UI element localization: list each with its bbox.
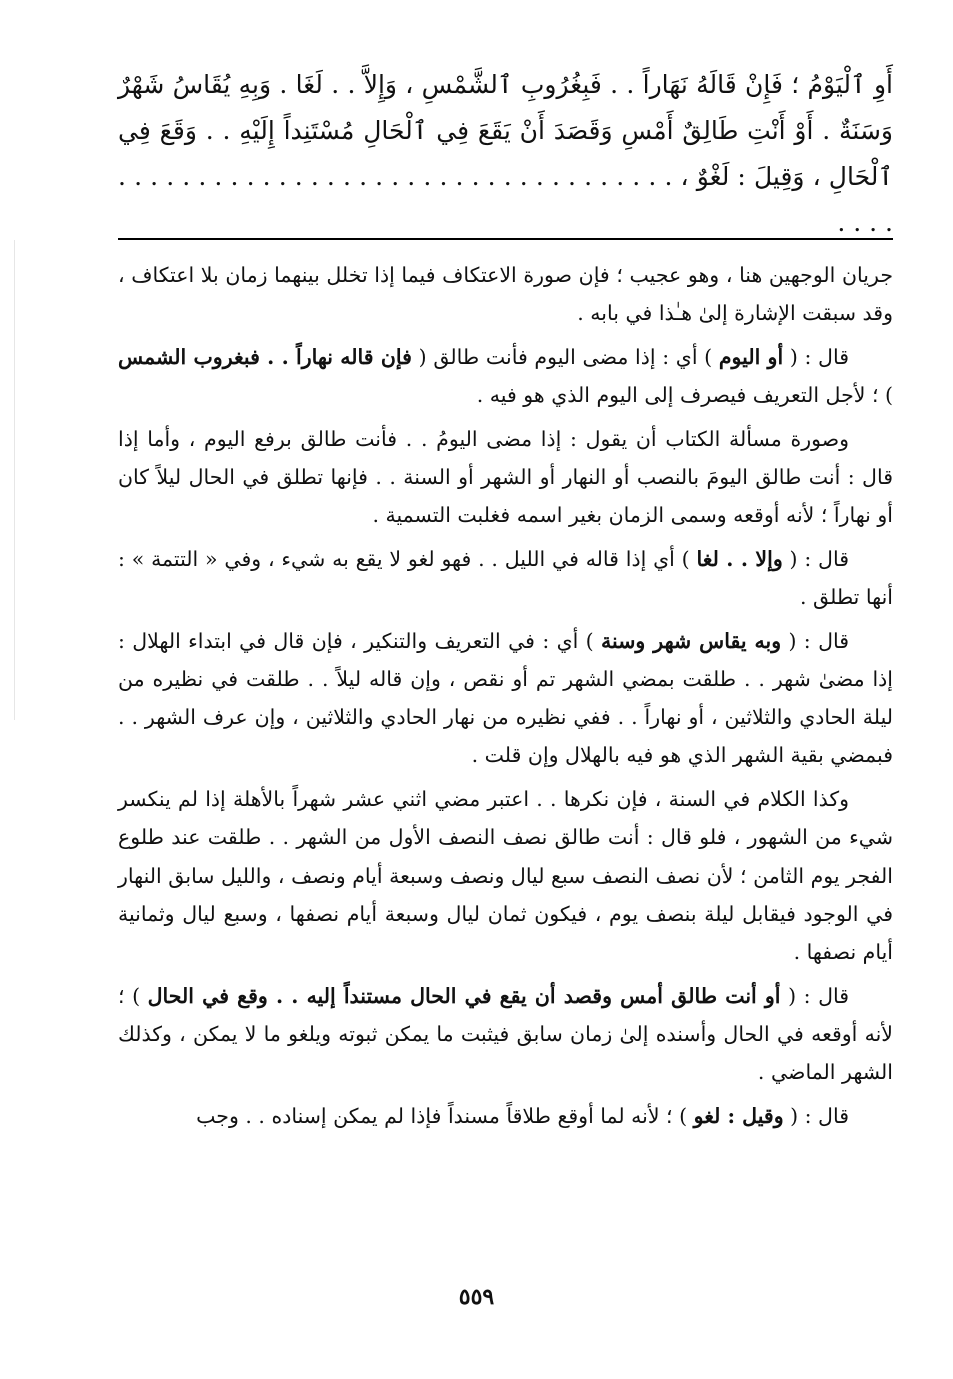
para-4-rest: ) أي إذا قاله في الليل . . فهو لغو لا يقع به شيء ، وفي « التتمة » : أنها تطلق . bbox=[118, 546, 893, 610]
separator-rule bbox=[118, 238, 893, 240]
para-8-quote: وقيل : لغو bbox=[693, 1103, 784, 1128]
paragraph-7 bbox=[118, 977, 893, 1092]
para-8-rest: ) ؛ لأنه لما أوقع طلاقاً مسنداً فإذا لم يمكن إسناده . . وجب bbox=[196, 1103, 694, 1128]
page-spine-shadow bbox=[14, 240, 15, 720]
commentary-block bbox=[118, 256, 893, 1140]
para-2-mid: ) أي : إذا مضى اليوم فأنت طالق ( bbox=[411, 344, 719, 369]
paragraph-5 bbox=[118, 622, 893, 775]
paragraph-6: وكذا الكلام في السنة ، فإن نكرها . . اعتبر مضي اثني عشر شهراً بالأهلة إذا لم ينكسر شيء من الشهور ، فلو قال : أنت طالق نصف النصف الأول من الشهر . . طلقت عند طلوع الفجر يوم الثامن ؛ لأن نصف النصف سبع ليال ونصف وسبعة أيام ونصف ، والليل سابق النهار في الوجود فيقابل ليلة بنصف يوم ، فيكون ثمان ليال وسبعة أيام نصفها ، وسبع ليال وثمانية أيام نصفها . bbox=[118, 787, 893, 964]
para-5-rest: ) أي : في التعريف والتنكير ، فإن قال في ابتداء الهلال : إذا مضىٰ شهر . . طلقت بمضي الشهر تم أو نقص ، وإن قاله ليلاً . . طلقت في نظيره من ليلة الحادي والثلاثين ، أو نهاراً . . ففي نظيره من نهار الحادي والثلاثين ، وإن عرف الشهر . . فبمضي بقية الشهر الذي هو فيه بالهلال وإن قلت . bbox=[118, 628, 893, 768]
para-4-quote: وإلا . . لغا bbox=[696, 546, 783, 571]
paragraph-2 bbox=[118, 338, 893, 414]
para-2-rest: ) ؛ لأجل التعريف فيصرف إلى اليوم الذي هو فيه . bbox=[476, 383, 893, 408]
para-2-intro: قال : ( bbox=[783, 344, 849, 369]
paragraph-8 bbox=[118, 1097, 893, 1135]
para-8-intro: قال : ( bbox=[783, 1103, 849, 1128]
para-7-quote: أو أنت طالق أمس وقصد أن يقع في الحال مستنداً إليه . . وقع في الحال bbox=[147, 983, 781, 1008]
matn-block bbox=[118, 62, 893, 246]
para-2-quote-2: فإن قاله نهاراً . . فبغروب الشمس bbox=[118, 344, 412, 369]
para-4-intro: قال : ( bbox=[782, 546, 849, 571]
paragraph-1: جريان الوجهين هنا ، وهو عجيب ؛ فإن صورة الاعتكاف فيما إذا تخلل بينهما زمان بلا اعتكاف ، وقد سبقت الإشارة إلىٰ هـٰذا في بابه . bbox=[118, 263, 893, 326]
para-5-quote: وبه يقاس شهر وسنة bbox=[601, 628, 782, 653]
paragraph-4 bbox=[118, 540, 893, 616]
paragraph-3: وصورة مسألة الكتاب أن يقول : إذا مضى اليومُ . . فأنت طالق برفع اليوم ، وأما إذا قال : أنت طالق اليومَ بالنصب أو النهار أو الشهر أو السنة . . فإنها تطلق في الحال ليلاً كان أو نهاراً ؛ لأنه أوقعه وسمى الزمان بغير اسمه فغلبت التسمية . bbox=[118, 426, 893, 528]
page-number: ٥٥٩ bbox=[458, 1284, 495, 1310]
para-2-quote-1: أو اليوم bbox=[718, 344, 784, 369]
para-5-intro: قال : ( bbox=[781, 628, 850, 653]
para-7-rest: ) ؛ لأنه أوقعه في الحال وأسنده إلىٰ زمان سابق فيثبت ما يمكن ثبوته ويلغو ما لا يمكن ، وكذلك الشهر الماضي . bbox=[118, 983, 893, 1085]
matn-text: أَوِ ٱلْيَوْمُ ؛ فَإِنْ قَالَهُ نَهَاراً . . فَبِغُرُوبِ ٱلشَّمْسِ ، وَإِلاَّ . . لَغَا . وَبِهِ يُقَاسُ شَهْرٌ وَسَنَةٌ . أَوْ أَنْتِ طَالِقٌ أَمْسِ وَقَصَدَ أَنْ يَقَعَ فِي ٱلْحَالِ مُسْتَنِداً إِلَيْهِ . . وَقَعَ فِي ٱلْحَالِ ، وَقِيلَ : لَغْوٌ ، . . . . . . . . . . . . . . . . . . . . . . . . . . . . . . . . . . . . . . . bbox=[118, 70, 893, 237]
para-7-intro: قال : ( bbox=[780, 983, 850, 1008]
